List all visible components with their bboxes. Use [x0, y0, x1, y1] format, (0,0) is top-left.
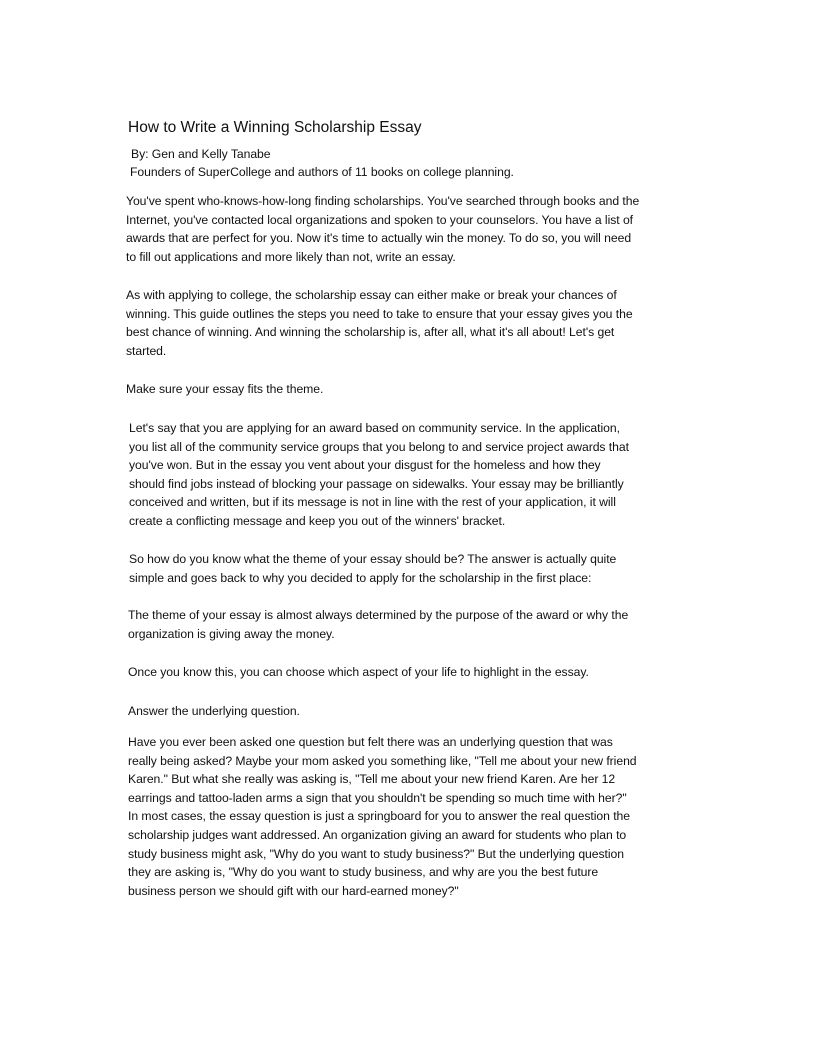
paragraph-line: you've won. But in the essay you vent about your disgust for the homeless and how they [129, 458, 601, 473]
paragraph-line: business person we should gift with our hard-earned money?" [128, 883, 459, 898]
paragraph-line: Internet, you've contacted local organizations and spoken to your counselors. You have a list of [126, 212, 634, 227]
document-title: How to Write a Winning Scholarship Essay [128, 119, 422, 136]
paragraph-line: earrings and tattoo-laden arms a sign that you shouldn't be spending so much time with her?" [128, 790, 627, 805]
paragraph-line: scholarship judges want addressed. An organization giving an award for students who plan to [128, 827, 627, 842]
paragraph-line: Let's say that you are applying for an award based on community service. In the application, [129, 421, 620, 435]
paragraph-theme-answer [128, 606, 628, 643]
paragraph-line: awards that are perfect for you. Now it's time to actually win the money. To do so, you will need [126, 231, 632, 246]
paragraph-line: really being asked? Maybe your mom asked you something like, "Tell me about your new friend [128, 753, 637, 768]
paragraph-intro [126, 192, 639, 266]
paragraph-community-example [129, 419, 629, 531]
heading-line: Answer the underlying question. [128, 704, 300, 718]
paragraph-line: Karen." But what she really was asking is, "Tell me about your new friend Karen. Are her 12 [128, 772, 616, 787]
paragraph-line: should find jobs instead of blocking your passage on sidewalks. Your essay may be brilliantly [129, 476, 624, 491]
paragraph-line: conceived and written, but if its message is not in line with the rest of your application, it will [129, 495, 616, 510]
paragraph-line: Have you ever been asked one question but felt there was an underlying question that was [128, 735, 613, 749]
paragraph-underlying-question [128, 733, 637, 900]
paragraph-line: simple and goes back to why you decided to apply for the scholarship in the first place: [129, 570, 592, 585]
paragraph-line: started. [126, 343, 167, 358]
paragraph-line: You've spent who-knows-how-long finding scholarships. You've searched through books and the [126, 194, 640, 208]
paragraph-line: they are asking is, "Why do you want to study business, and why are you the best future [128, 865, 599, 880]
paragraph-line: Once you know this, you can choose which aspect of your life to highlight in the essay. [128, 665, 589, 679]
paragraph-overview [126, 286, 633, 360]
section-heading-theme [126, 380, 323, 399]
paragraph-line: best chance of winning. And winning the scholarship is, after all, what it's all about! Let's get [126, 325, 615, 340]
byline: By: Gen and Kelly Tanabe [131, 147, 271, 161]
author-credentials: Founders of SuperCollege and authors of 11 books on college planning. [130, 165, 514, 179]
paragraph-line: organization is giving away the money. [128, 626, 335, 641]
paragraph-line: you list all of the community service groups that you belong to and service project awards that [129, 439, 629, 454]
paragraph-highlight [128, 663, 589, 682]
paragraph-line: study business might ask, "Why do you want to study business?" But the underlying question [128, 846, 624, 861]
section-heading-question [128, 702, 300, 721]
paragraph-line: As with applying to college, the scholarship essay can either make or break your chances of [126, 288, 617, 302]
paragraph-line: create a conflicting message and keep you out of the winners' bracket. [129, 513, 506, 528]
paragraph-theme-question [129, 550, 616, 587]
paragraph-line: to fill out applications and more likely than not, write an essay. [126, 249, 456, 264]
paragraph-line: In most cases, the essay question is just a springboard for you to answer the real question the [128, 809, 630, 824]
paragraph-line: winning. This guide outlines the steps you need to take to ensure that your essay gives you the [126, 306, 633, 321]
heading-line: Make sure your essay fits the theme. [126, 382, 324, 396]
paragraph-line: The theme of your essay is almost always determined by the purpose of the award or why the [128, 608, 629, 622]
paragraph-line: So how do you know what the theme of your essay should be? The answer is actually quite [129, 552, 617, 566]
